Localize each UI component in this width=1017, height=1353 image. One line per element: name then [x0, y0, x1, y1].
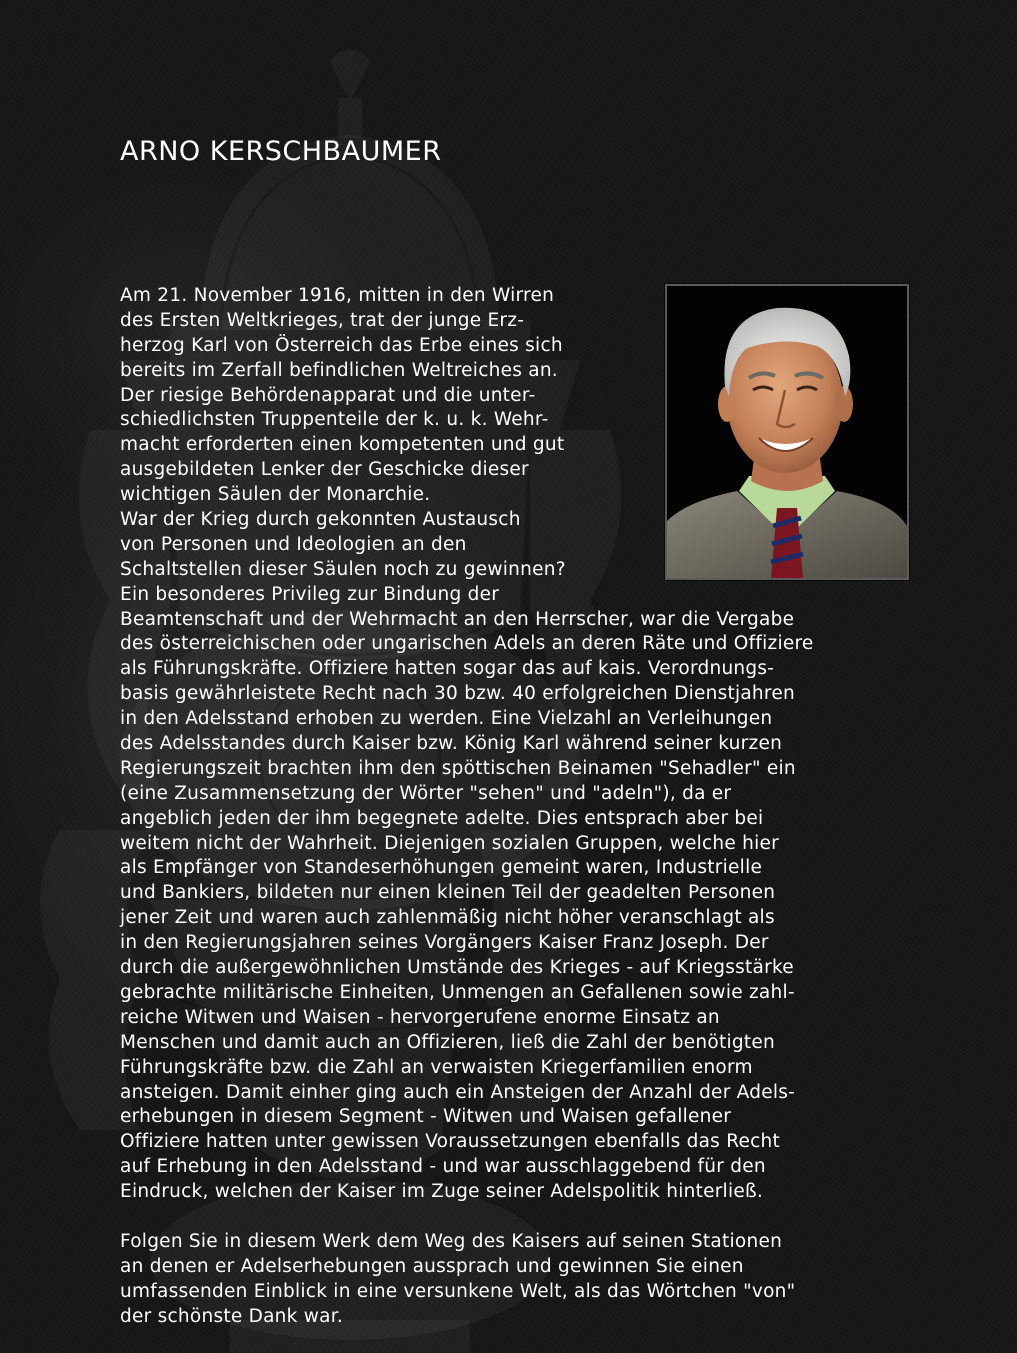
- text-line: War der Krieg durch gekonnten Austausch: [120, 509, 521, 531]
- text-line: ausgebildeten Lenker der Geschicke dieser: [120, 459, 529, 481]
- text-line: herzog Karl von Österreich das Erbe eines sich: [120, 334, 563, 356]
- text-line: (eine Zusammensetzung der Wörter "sehen" und "adeln"), da er: [120, 782, 732, 804]
- text-line: an denen er Adelserhebungen aussprach und gewinnen Sie einen: [120, 1255, 744, 1277]
- closing-paragraph: [120, 1230, 960, 1330]
- text-line: in den Regierungsjahren seines Vorgängers Kaiser Franz Joseph. Der: [120, 932, 769, 954]
- text-line: in den Adelsstand erhoben zu werden. Eine Vielzahl an Verleihungen: [120, 708, 773, 730]
- text-line: als Führungskräfte. Offiziere hatten sogar das auf kais. Verordnungs-: [120, 658, 775, 680]
- text-line: wichtigen Säulen der Monarchie.: [120, 484, 431, 506]
- text-line: der schönste Dank war.: [120, 1305, 344, 1327]
- paragraph-gap: [120, 1205, 960, 1230]
- text-line: von Personen und Ideologien an den: [120, 533, 467, 555]
- text-line: macht erforderten einen kompetenten und gut: [120, 434, 565, 456]
- text-line: auf Erhebung in den Adelsstand - und war ausschlaggebend für den: [120, 1156, 766, 1178]
- text-line: Regierungszeit brachten ihm den spöttischen Beinamen "Sehadler" ein: [120, 757, 796, 779]
- text-line: schiedlichsten Truppenteile der k. u. k. Wehr-: [120, 409, 549, 431]
- text-line: weitem nicht der Wahrheit. Diejenigen sozialen Gruppen, welche hier: [120, 832, 780, 854]
- text-line: Menschen und damit auch an Offizieren, ließ die Zahl der benötigten: [120, 1031, 775, 1053]
- text-line: angeblich jeden der ihm begegnete adelte. Dies entsprach aber bei: [120, 807, 764, 829]
- text-line: und Bankiers, bildeten nur einen kleinen Teil der geadelten Personen: [120, 882, 776, 904]
- text-line: umfassenden Einblick in eine versunkene Welt, als das Wörtchen "von": [120, 1280, 796, 1302]
- text-line: gebrachte militärische Einheiten, Unmengen an Gefallenen sowie zahl-: [120, 981, 795, 1003]
- text-line: Folgen Sie in diesem Werk dem Weg des Kaisers auf seinen Stationen: [120, 1230, 783, 1252]
- text-line: Offiziere hatten unter gewissen Voraussetzungen ebenfalls das Recht: [120, 1131, 781, 1153]
- text-line: Der riesige Behördenapparat und die unter-: [120, 384, 536, 406]
- text-line: als Empfänger von Standeserhöhungen gemeint waren, Industrielle: [120, 857, 763, 879]
- text-line: erhebungen in diesem Segment - Witwen und Waisen gefallener: [120, 1106, 732, 1128]
- author-name-title: ARNO KERSCHBAUMER: [120, 136, 442, 167]
- text-line: des österreichischen oder ungarischen Adels an deren Räte und Offiziere: [120, 633, 814, 655]
- text-line: reiche Witwen und Waisen - hervorgerufene enorme Einsatz an: [120, 1006, 720, 1028]
- text-line: Ein besonderes Privileg zur Bindung der: [120, 583, 500, 605]
- text-line: durch die außergewöhnlichen Umstände des Krieges - auf Kriegsstärke: [120, 957, 794, 979]
- text-line: bereits im Zerfall befindlichen Weltreiches an.: [120, 359, 558, 381]
- text-line: des Ersten Weltkrieges, trat der junge Erz-: [120, 309, 525, 331]
- text-line: jener Zeit und waren auch zahlenmäßig nicht höher veranschlagt als: [120, 907, 775, 929]
- text-line: Führungskräfte bzw. die Zahl an verwaisten Kriegerfamilien enorm: [120, 1056, 753, 1078]
- text-line: ansteigen. Damit einher ging auch ein Ansteigen der Anzahl der Adels-: [120, 1081, 796, 1103]
- text-line: Schaltstellen dieser Säulen noch zu gewinnen?: [120, 558, 566, 580]
- biography-paragraph: [120, 284, 960, 1205]
- biography-text: [120, 284, 960, 1329]
- text-line: Am 21. November 1916, mitten in den Wirren: [120, 285, 555, 306]
- text-line: basis gewährleistete Recht nach 30 bzw. 40 erfolgreichen Dienstjahren: [120, 683, 795, 705]
- text-line: des Adelsstandes durch Kaiser bzw. König Karl während seiner kurzen: [120, 733, 783, 755]
- text-line: Beamtenschaft und der Wehrmacht an den Herrscher, war die Vergabe: [120, 608, 795, 630]
- text-line: Eindruck, welchen der Kaiser im Zuge seiner Adelspolitik hinterließ.: [120, 1181, 764, 1203]
